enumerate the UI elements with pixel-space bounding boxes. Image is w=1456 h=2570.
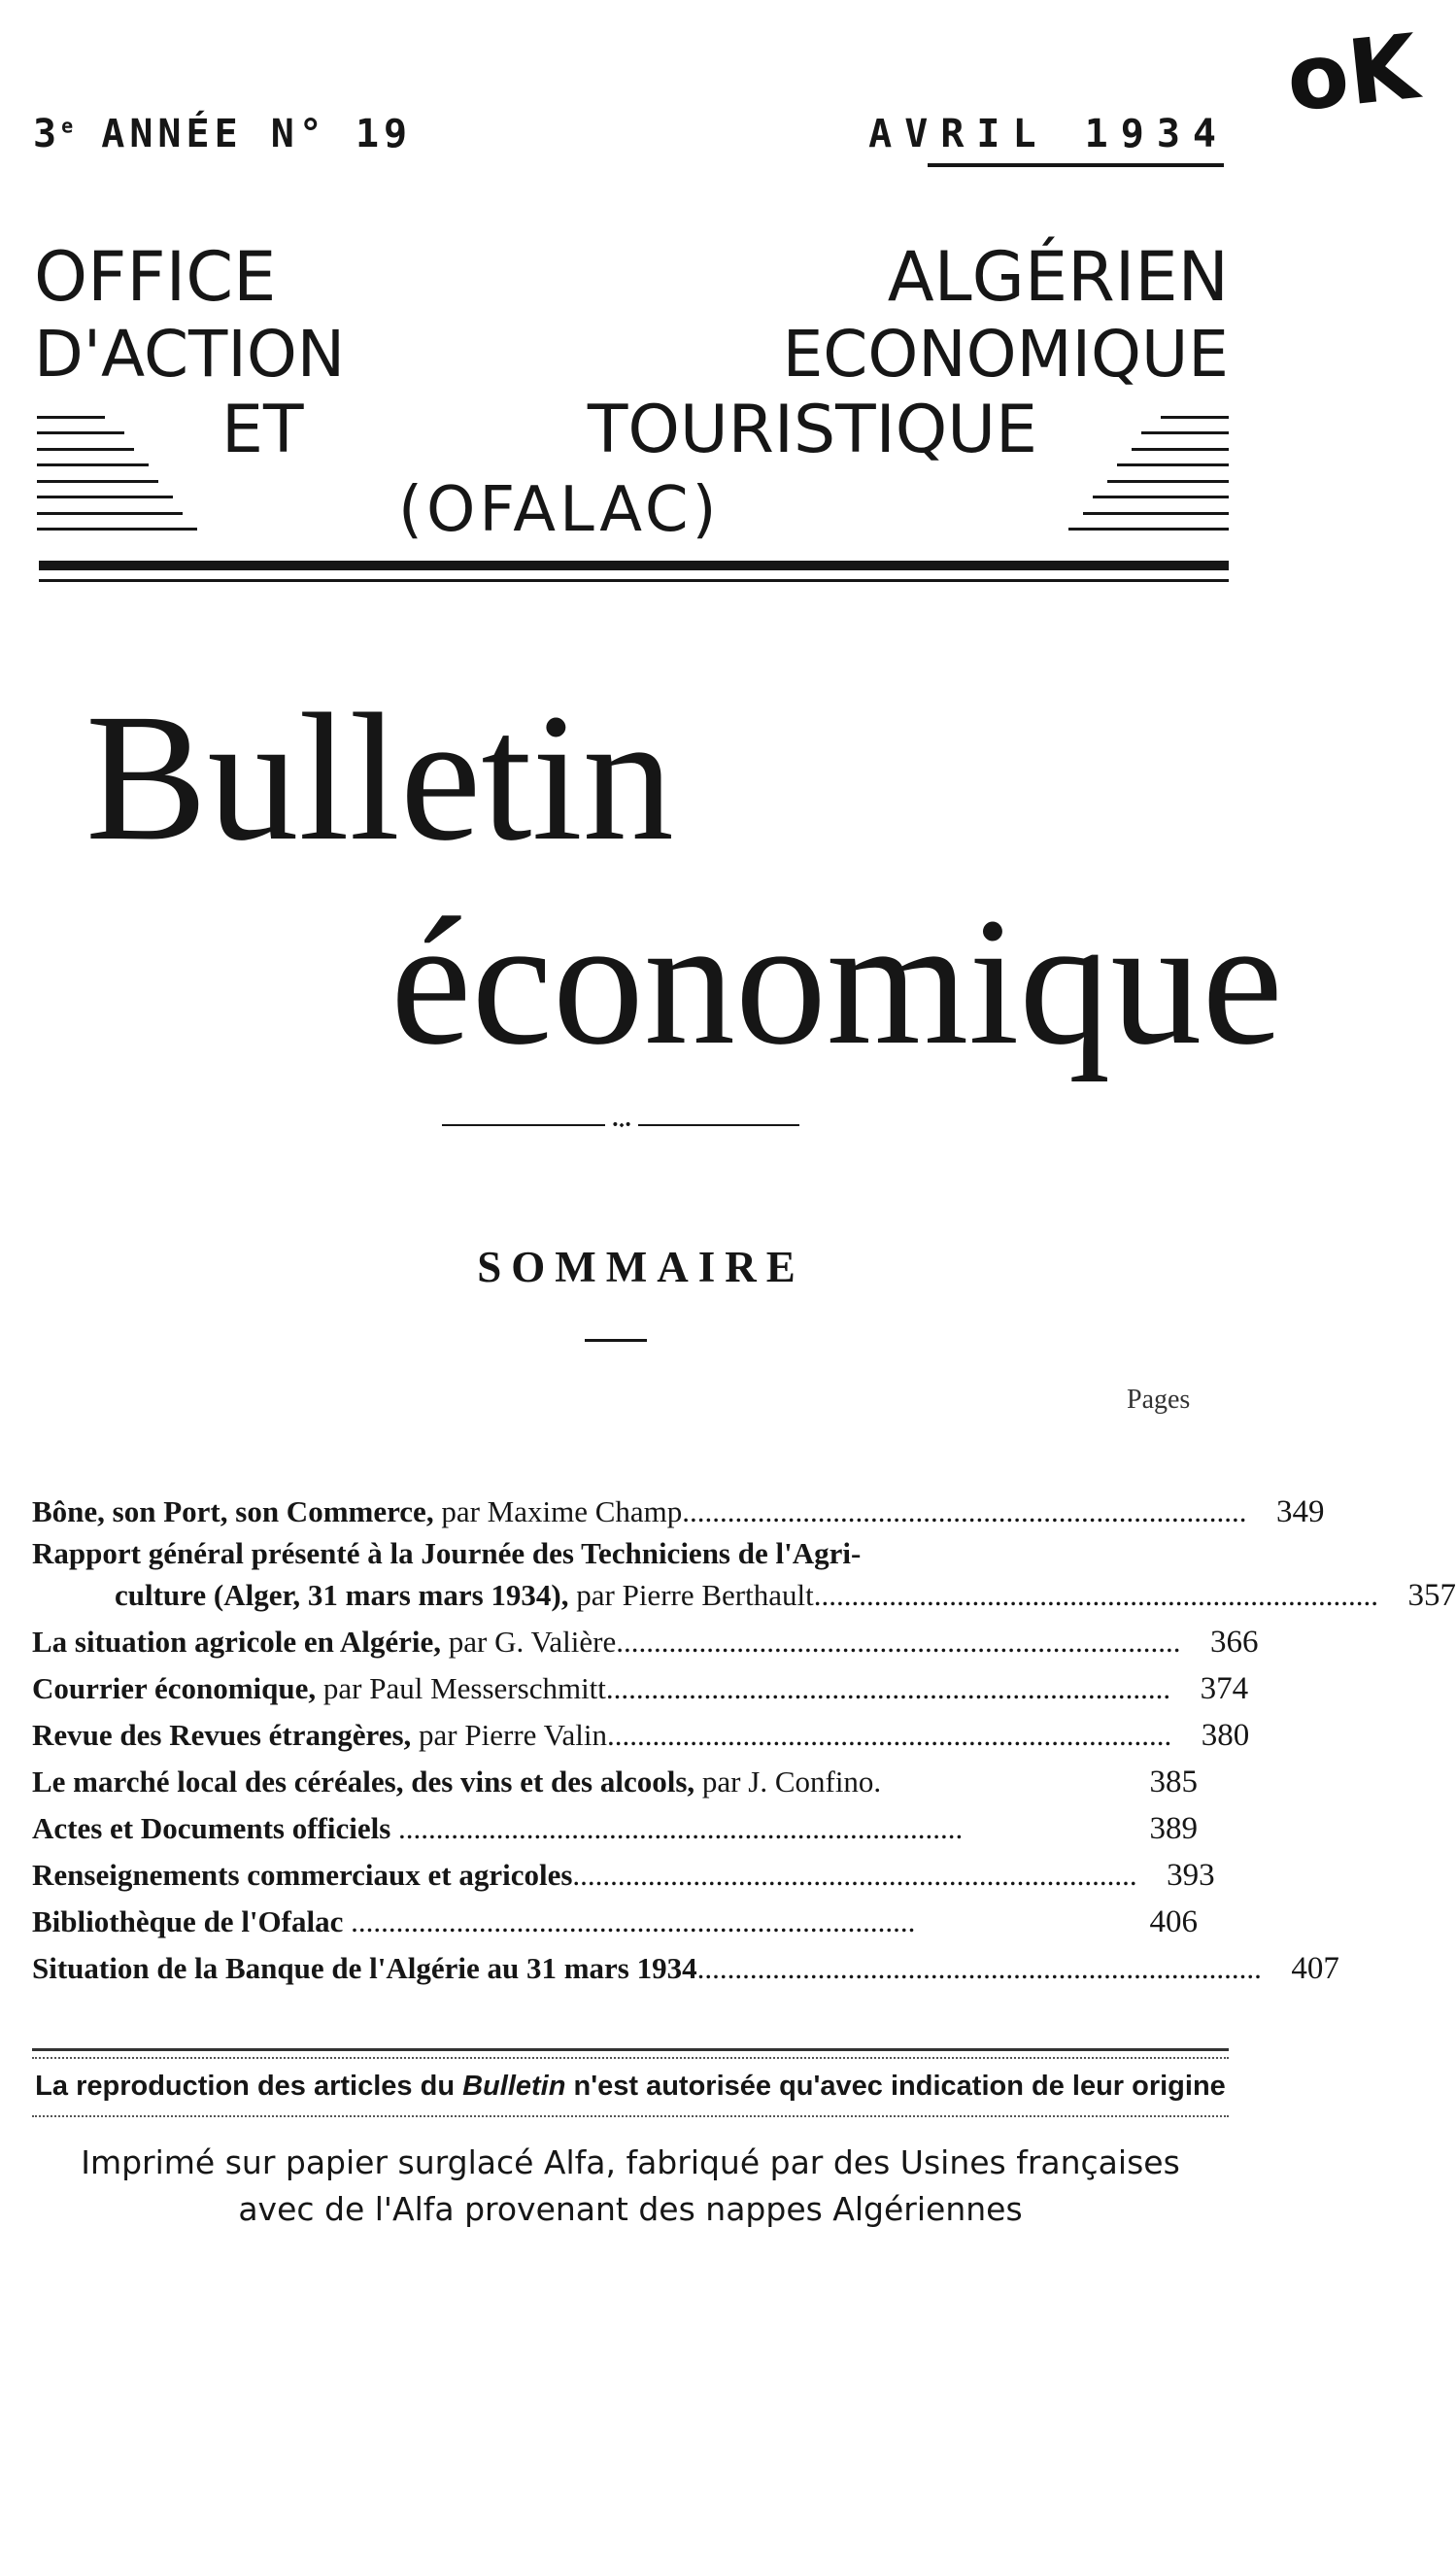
bulletin-title: Bulletin bbox=[85, 675, 674, 878]
footer-dotted-rule-lower bbox=[32, 2115, 1229, 2117]
reproduction-notice: La reproduction des articles du Bulletin n'est autorisée qu'avec indication de leur origine bbox=[35, 2071, 1226, 2102]
title-ornament bbox=[442, 1117, 799, 1133]
issue-number: 3e ANNÉE N° 19 bbox=[33, 112, 413, 156]
sommaire-underline bbox=[585, 1339, 647, 1342]
toc-item: culture (Alger, 31 mars mars 1934), par Pierre Berthault........................................................................... 357 bbox=[115, 1578, 1456, 1613]
header-rule-thick bbox=[39, 561, 1229, 570]
org-name-line-1: OFFICE ALGÉRIEN bbox=[34, 237, 1229, 317]
toc-item: Revue des Revues étrangères, par Pierre Valin........................................................................... 380 bbox=[32, 1718, 1250, 1753]
imprint-text bbox=[32, 2140, 1229, 2233]
org-name-line-3: ET TOURISTIQUE bbox=[221, 392, 1037, 468]
pages-column-header: Pages bbox=[1127, 1385, 1191, 1415]
economique-title: économique bbox=[390, 879, 1283, 1082]
toc-item: La situation agricole en Algérie, par G. Valière........................................................................... 366 bbox=[32, 1625, 1259, 1660]
toc-item: Courrier économique, par Paul Messerschmitt........................................................................... 374 bbox=[32, 1671, 1249, 1706]
toc-item: Renseignements commerciaux et agricoles........................................................................... 393 bbox=[32, 1858, 1215, 1893]
date-underline bbox=[928, 163, 1224, 167]
sommaire-heading: SOMMAIRE bbox=[477, 1243, 805, 1291]
toc-item: Bibliothèque de l'Ofalac ........................................................................... 406 bbox=[32, 1904, 1198, 1939]
footer-dotted-rule bbox=[32, 2057, 1229, 2059]
imprint-line-1: Imprimé sur papier surglacé Alfa, fabriqué par des Usines françaises bbox=[81, 2143, 1180, 2181]
decorative-hatch-left bbox=[37, 416, 202, 531]
decorative-hatch-right bbox=[1064, 416, 1229, 531]
toc-item: Bône, son Port, son Commerce, par Maxime Champ........................................................................... 349 bbox=[32, 1494, 1325, 1529]
header-rule-thin bbox=[39, 579, 1229, 582]
ornament-glyph: •⬩• bbox=[611, 1117, 632, 1133]
org-acronym: (OFALAC) bbox=[398, 474, 721, 546]
handwritten-ok-mark: oK bbox=[1281, 15, 1423, 132]
toc-item: Rapport général présenté à la Journée des Techniciens de l'Agri- bbox=[32, 1536, 862, 1570]
org-name-line-2: D'ACTION ECONOMIQUE bbox=[34, 317, 1229, 392]
toc-item: Le marché local des céréales, des vins et des alcools, par J. Confino. 385 bbox=[32, 1765, 1198, 1799]
imprint-line-2: avec de l'Alfa provenant des nappes Algériennes bbox=[238, 2190, 1023, 2228]
toc-item: Actes et Documents officiels ........................................................................... 389 bbox=[32, 1811, 1198, 1846]
issue-date: AVRIL 1934 bbox=[868, 112, 1229, 156]
footer-rule bbox=[32, 2048, 1229, 2051]
toc-item: Situation de la Banque de l'Algérie au 31 mars 1934........................................................................... 407 bbox=[32, 1951, 1339, 1986]
table-of-contents bbox=[32, 1489, 1456, 1992]
